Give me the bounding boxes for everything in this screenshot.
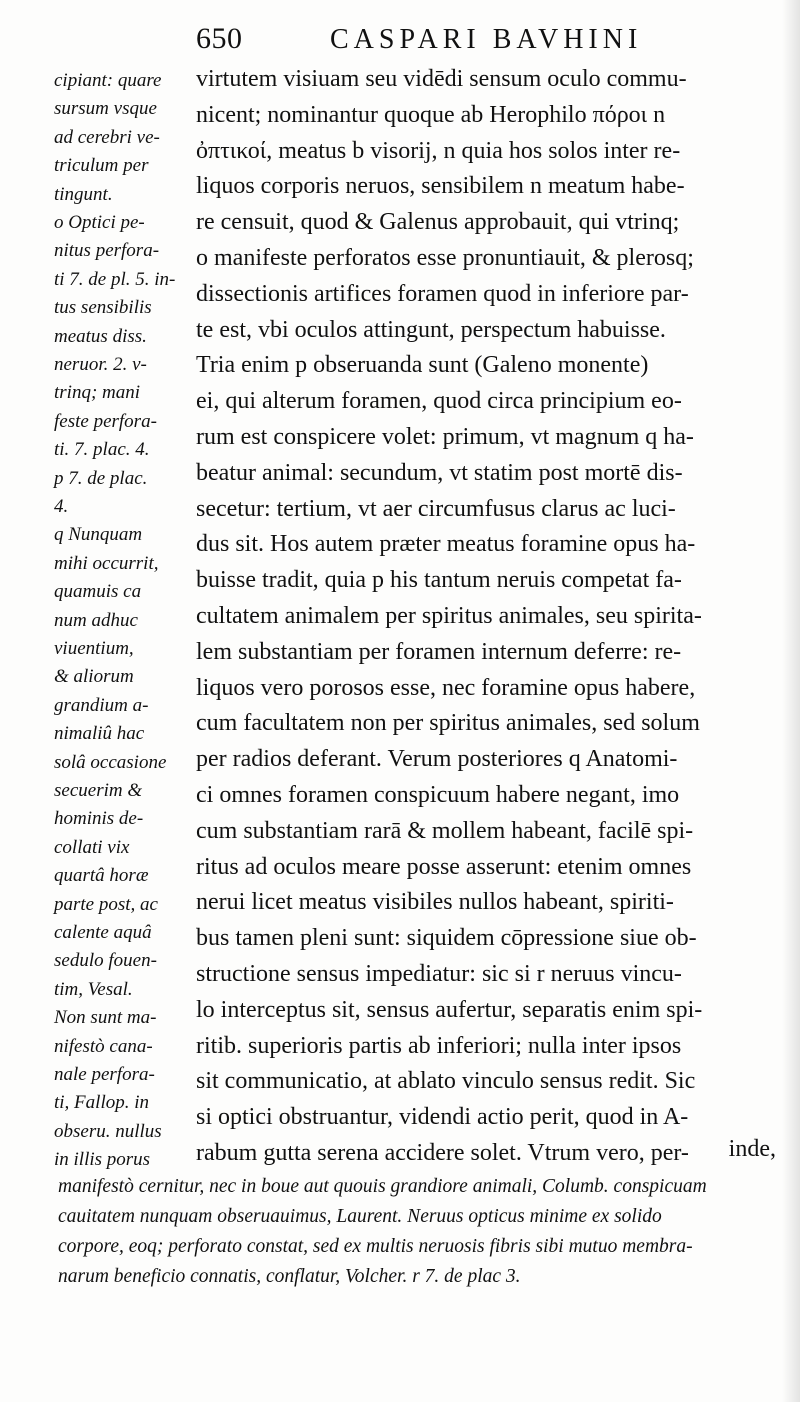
text-line: per radios deferant. Verum posteriores q Anatomi- <box>196 746 678 773</box>
footnote-line: manifestò cernitur, nec in boue aut quouis grandiore animali, Columb. conspicuam <box>58 1176 707 1197</box>
margin-note-line: nifestò cana- <box>54 1035 153 1057</box>
margin-note-line: parte post, ac <box>54 893 158 915</box>
catchword: inde, <box>728 1136 776 1162</box>
text-line: nicent; nominantur quoque ab Herophilo πόροι n <box>196 101 666 128</box>
margin-note-line: sedulo fouen- <box>54 950 157 972</box>
margin-note-line: ti. 7. plac. 4. <box>54 439 150 461</box>
text-line: rabum gutta serena accidere solet. Vtrum vero, per- <box>196 1140 689 1166</box>
margin-note-line: q Nunquam <box>54 524 143 546</box>
margin-note-line: tim, Vesal. <box>54 978 133 1000</box>
text-line: cultatem animalem per spiritus animales, seu spirita- <box>196 603 702 629</box>
margin-notes <box>54 66 200 1176</box>
footnotes <box>58 1172 786 1322</box>
margin-note-line: in illis porus <box>54 1149 151 1171</box>
margin-note-line: nimaliû hac <box>54 723 145 745</box>
margin-note-line: calente aquâ <box>54 922 152 943</box>
text-line: virtutem visiuam seu vidēdi sensum oculo commu- <box>196 66 687 92</box>
text-line: cum substantiam rarā & mollem habeant, facilē spi- <box>196 817 694 844</box>
text-line: liquos corporis neruos, sensibilem n meatum habe- <box>196 173 685 200</box>
margin-note-line: ti 7. de pl. 5. in- <box>54 268 176 290</box>
text-line: ὀπτικοί, meatus b visorij, n quia hos solos inter re- <box>196 137 681 164</box>
margin-note-line: quartâ horæ <box>54 865 149 887</box>
margin-note-line: trinq; mani <box>54 382 141 404</box>
text-line: cum facultatem non per spiritus animales, sed solum <box>196 710 700 737</box>
main-text-column <box>196 62 778 1174</box>
text-line: lo interceptus sit, sensus aufertur, separatis enim spi- <box>196 996 703 1023</box>
text-line: secetur: tertium, vt aer circumfusus clarus ac luci- <box>196 495 676 522</box>
text-line: ei, qui alterum foramen, quod circa principium eo- <box>196 388 682 415</box>
margin-note-line: tus sensibilis <box>54 297 152 319</box>
margin-note-line: num adhuc <box>54 609 138 631</box>
margin-note-line: solâ occasione <box>54 751 167 773</box>
text-line: rum est conspicere volet: primum, vt magnum q ha- <box>196 424 694 450</box>
text-line: structione sensus impediatur: sic si r neruus vincu- <box>196 961 682 987</box>
text-line: liquos vero porosos esse, nec foramine opus habere, <box>196 674 696 701</box>
margin-note-line: viuentium, <box>54 638 134 659</box>
text-line: ritib. superioris partis ab inferiori; nulla inter ipsos <box>196 1032 682 1059</box>
text-line: dissectionis artifices foramen quod in inferiore par- <box>196 280 689 307</box>
margin-note-line: nitus perfora- <box>54 240 160 262</box>
text-line: bus tamen pleni sunt: siquidem cōpressione siue ob- <box>196 925 697 952</box>
margin-note-line: neruor. 2. v- <box>54 354 147 375</box>
text-line: o manifeste perforatos esse pronuntiauit, & plerosq; <box>196 245 694 271</box>
text-line: Tria enim p obseruanda sunt (Galeno monente) <box>196 352 649 379</box>
margin-note-line: collati vix <box>54 836 130 858</box>
margin-note-line: nale perfora- <box>54 1064 155 1085</box>
text-line: ritus ad oculos meare posse asserunt: etenim omnes <box>196 853 692 880</box>
margin-note-line: ad cerebri ve- <box>54 126 160 148</box>
margin-note-line: & aliorum <box>54 666 134 688</box>
running-head: CASPARI BAVHINI <box>330 24 643 55</box>
margin-note-line: secuerim & <box>54 780 143 801</box>
text-line: beatur animal: secundum, vt statim post mortē dis- <box>196 459 683 486</box>
text-line: re censuit, quod & Galenus approbauit, qui vtrinq; <box>196 209 680 236</box>
margin-note-line: o Optici pe- <box>54 212 145 233</box>
footnote-line: narum beneficio connatis, conflatur, Volcher. r 7. de plac 3. <box>58 1266 521 1287</box>
margin-note-line: obseru. nullus <box>54 1120 162 1142</box>
text-line: lem substantiam per foramen internum deferre: re- <box>196 638 682 665</box>
margin-note-line: ti, Fallop. in <box>54 1092 149 1114</box>
text-line: dus sit. Hos autem præter meatus foramine opus ha- <box>196 531 696 558</box>
page-header <box>196 18 786 62</box>
text-line: nerui licet meatus visibiles nullos habeant, spiriti- <box>196 889 674 916</box>
margin-note-line: tingunt. <box>54 183 113 205</box>
text-line: si optici obstruantur, videndi actio perit, quod in A- <box>196 1104 689 1131</box>
text-line: ci omnes foramen conspicuum habere negant, imo <box>196 782 680 808</box>
footnote-line: corpore, eoq; perforato constat, sed ex multis neruosis fibris sibi mutuo membra- <box>58 1236 693 1257</box>
margin-note-line: cipiant: quare <box>54 70 162 91</box>
margin-note-line: Non sunt ma- <box>54 1007 157 1029</box>
margin-note-line: feste perfora- <box>54 410 157 432</box>
margin-note-line: meatus diss. <box>54 325 147 347</box>
footnote-line: cauitatem nunquam obseruauimus, Laurent. Neruus opticus minime ex solido <box>58 1206 662 1227</box>
margin-note-line: triculum per <box>54 155 149 177</box>
text-line: buisse tradit, quia p his tantum neruis competat fa- <box>196 567 682 594</box>
text-line: te est, vbi oculos attingunt, perspectum habuisse. <box>196 316 666 343</box>
margin-note-line: mihi occurrit, <box>54 552 159 574</box>
margin-note-line: grandium a- <box>54 694 149 716</box>
text-line: sit communicatio, at ablato vinculo sensus redit. Sic <box>196 1068 696 1095</box>
margin-note-line: 4. <box>54 496 69 517</box>
margin-note-line: sursum vsque <box>54 98 157 120</box>
page-number: 650 <box>196 22 243 55</box>
margin-note-line: quamuis ca <box>54 581 142 603</box>
margin-note-line: p 7. de plac. <box>54 467 148 489</box>
margin-note-line: hominis de- <box>54 808 144 830</box>
